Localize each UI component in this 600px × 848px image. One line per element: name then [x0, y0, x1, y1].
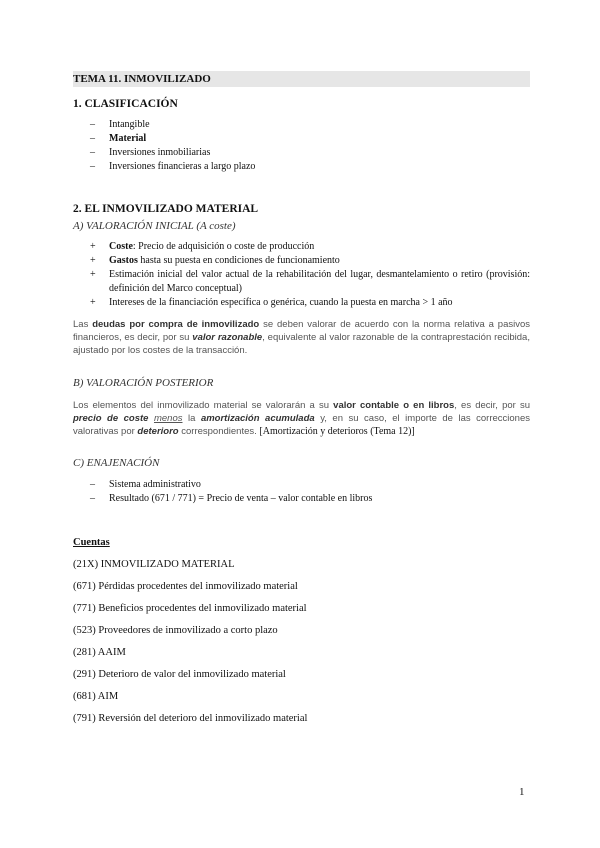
deudas-paragraph: Las deudas por compra de inmovilizado se deben valorar de acuerdo con la norma relativa a pasivos financieros, es decir, por su valor razonable, equivalente al valor razonable de la contraprestación recibida, ajustado por los costes de la transacción.	[73, 319, 530, 356]
subheading-valoracion-inicial: A) VALORACIÓN INICIAL (A coste)	[73, 220, 236, 232]
tema-reference: [Amortización y deterioros (Tema 12)]	[259, 426, 415, 437]
list-item: + Coste: Precio de adquisición o coste de producción	[90, 241, 315, 252]
list-item: – Inversiones financieras a largo plazo	[90, 161, 256, 172]
valoracion-posterior-paragraph: Los elementos del inmovilizado material se valorarán a su valor contable o en libros, es decir, por su precio de coste menos la amortización acumulada y, en su caso, el importe de las correcciones valorativas por deterioro correspondientes. [Amortización y deterioros (Tema 12)]	[73, 400, 530, 437]
subheading-enajenacion: C) ENAJENACIÓN	[73, 457, 160, 469]
list-item: + Gastos hasta su puesta en condiciones de funcionamiento	[90, 255, 340, 266]
clasificacion-list	[73, 118, 530, 174]
valoracion-inicial-list	[73, 240, 530, 310]
account-item: (523) Proveedores de inmovilizado a corto plazo	[73, 625, 278, 636]
list-item: – Intangible	[90, 119, 150, 130]
list-item: – Inversiones inmobiliarias	[90, 147, 211, 158]
cuentas-heading: Cuentas	[73, 537, 110, 548]
account-item: (291) Deterioro de valor del inmovilizado material	[73, 669, 286, 680]
account-item: (681) AIM	[73, 691, 119, 702]
list-item: + Intereses de la financiación específica o genérica, cuando la puesta en marcha > 1 año	[90, 297, 453, 308]
list-item: + Estimación inicial del valor actual de la rehabilitación del lugar, desmantelamiento o retiro (provisión: definición del Marco conceptual)	[90, 269, 530, 294]
chapter-title: TEMA 11. INMOVILIZADO	[73, 71, 530, 87]
account-item: (671) Pérdidas procedentes del inmovilizado material	[73, 581, 298, 592]
document-page	[73, 71, 530, 730]
account-item: (21X) INMOVILIZADO MATERIAL	[73, 559, 235, 570]
list-item: – Resultado (671 / 771) = Precio de venta – valor contable en libros	[90, 493, 373, 504]
account-item: (281) AAIM	[73, 647, 126, 658]
section-heading-clasificacion: 1. CLASIFICACIÓN	[73, 98, 178, 110]
enajenacion-list	[73, 478, 530, 506]
account-item: (791) Reversión del deterioro del inmovilizado material	[73, 713, 308, 724]
list-item: – Sistema administrativo	[90, 479, 201, 490]
page-number: 1	[519, 786, 525, 798]
account-item: (771) Beneficios procedentes del inmovilizado material	[73, 603, 307, 614]
list-item: – Material	[90, 133, 147, 144]
section-heading-inmovilizado-material: 2. EL INMOVILIZADO MATERIAL	[73, 203, 259, 215]
cuentas-list	[73, 554, 530, 730]
subheading-valoracion-posterior: B) VALORACIÓN POSTERIOR	[73, 377, 214, 389]
